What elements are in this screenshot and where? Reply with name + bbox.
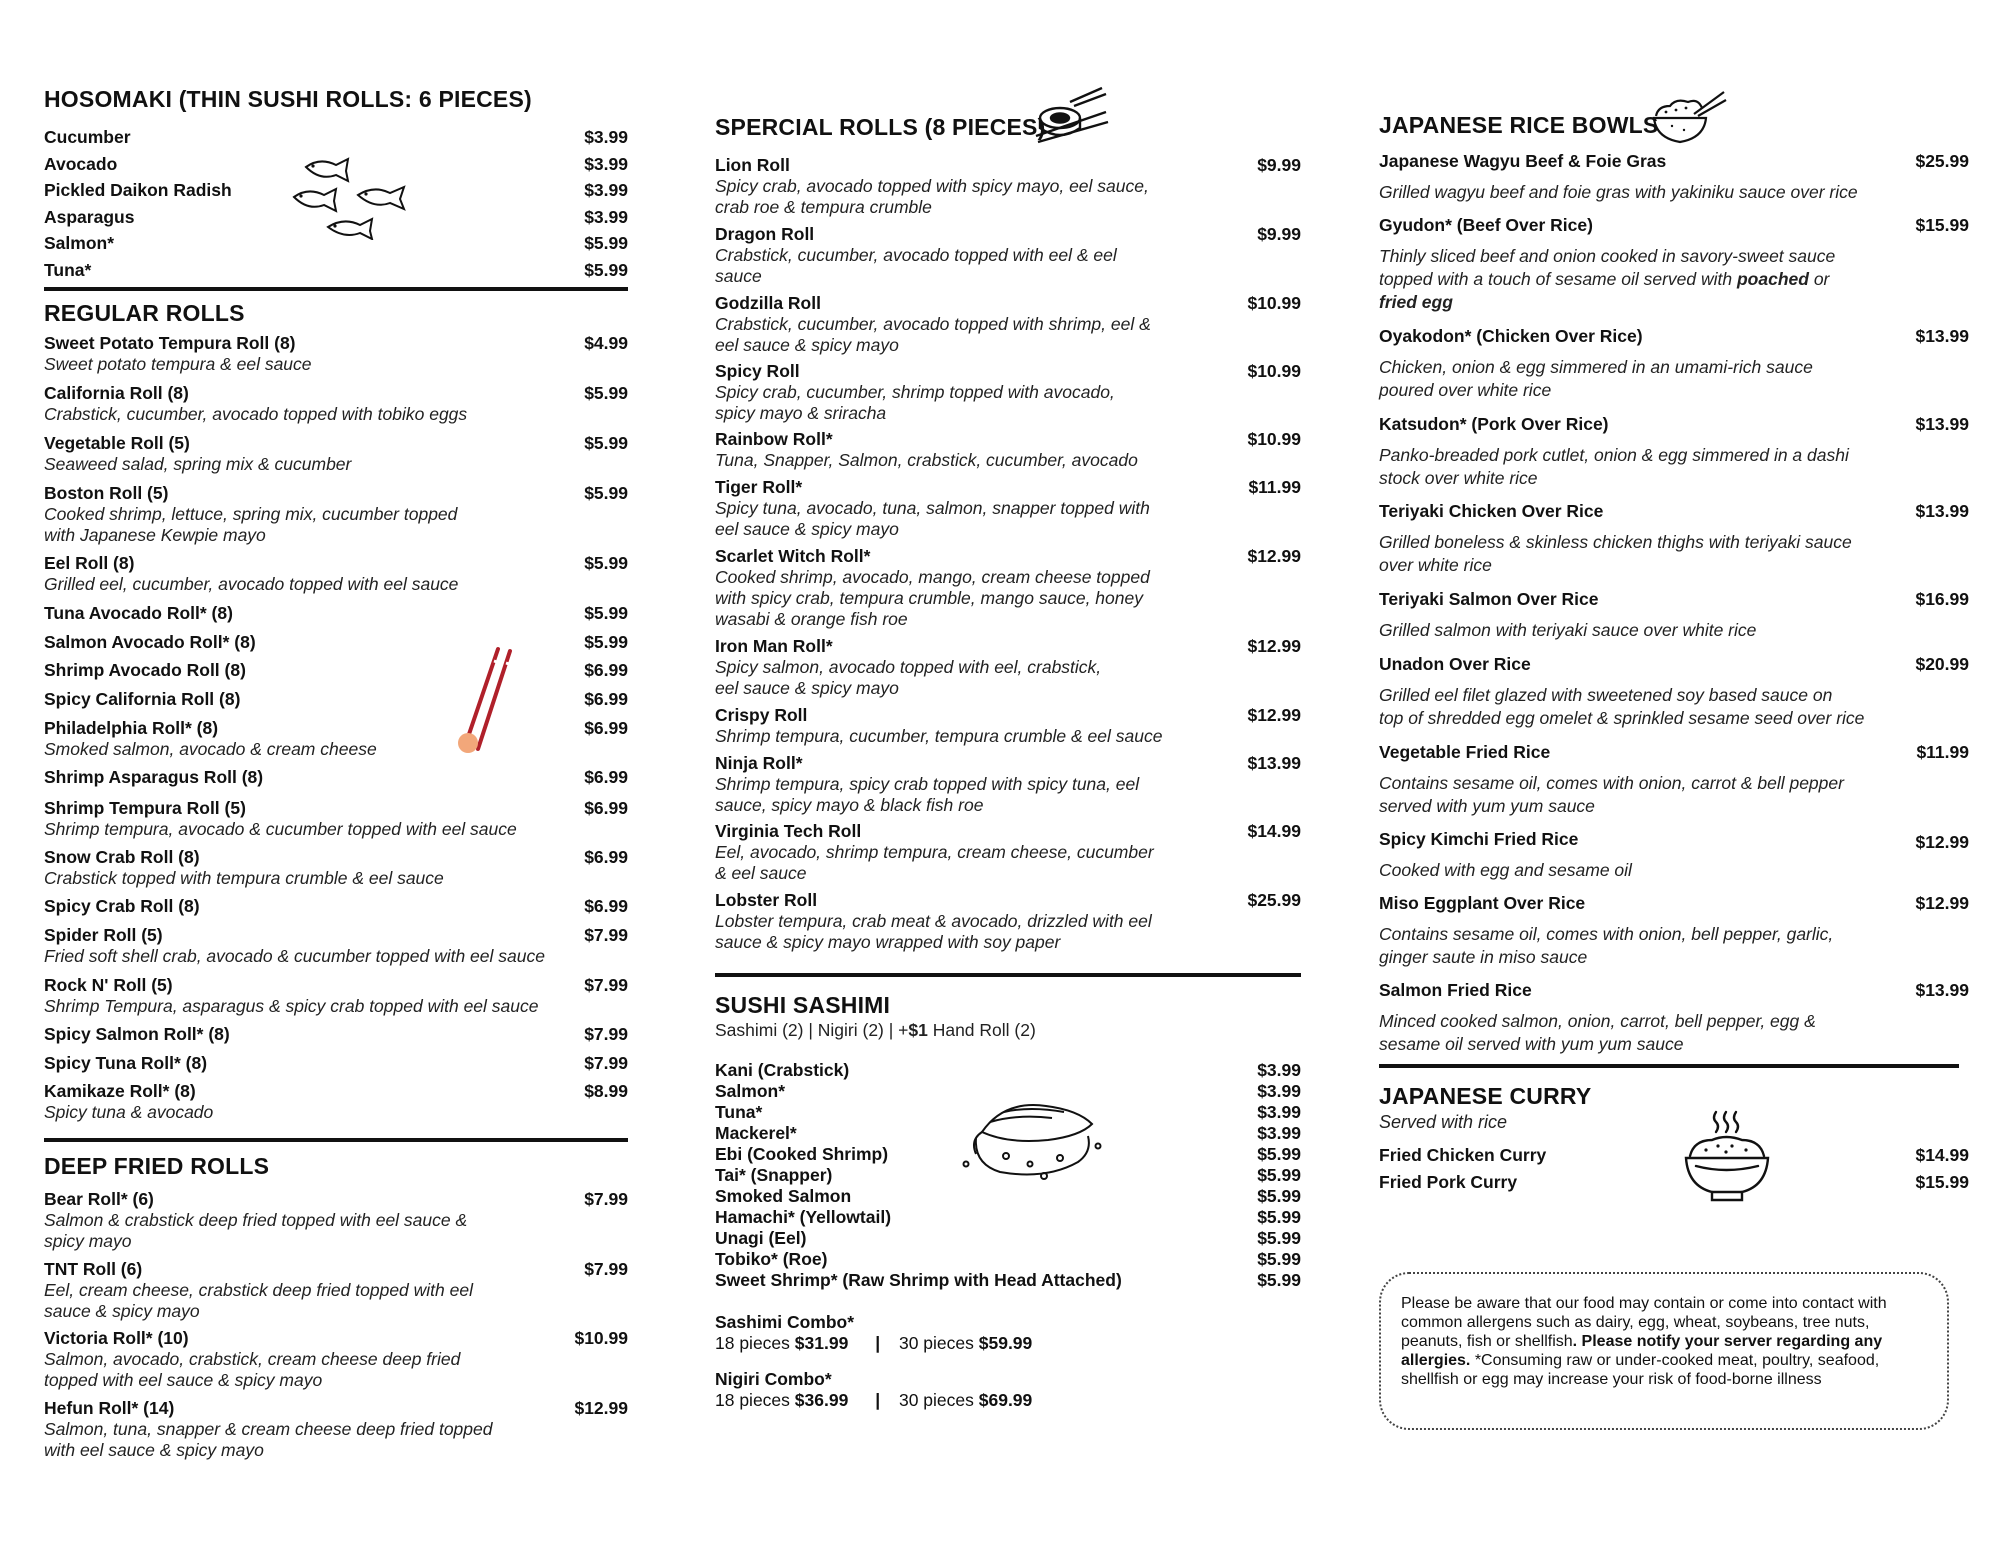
item-price: $7.99 bbox=[584, 1024, 628, 1044]
item-name: Ebi (Cooked Shrimp) bbox=[715, 1144, 889, 1164]
item-price: $10.99 bbox=[1247, 429, 1301, 449]
item-price: $6.99 bbox=[584, 718, 628, 738]
sashimi-item bbox=[715, 1186, 1301, 1207]
item-name: Kani (Crabstick) bbox=[715, 1060, 850, 1080]
item-price: $11.99 bbox=[1916, 742, 1969, 762]
item-description: sauce & spicy mayo wrapped with soy paper bbox=[715, 932, 1061, 952]
item-name: Spicy Salmon Roll* (8) bbox=[44, 1024, 230, 1044]
notice-text: *Consuming raw or under-cooked meat, poultry, seafood, shellfish or egg may increase your risk of food-borne illness bbox=[1401, 1352, 1880, 1388]
item-description bbox=[1379, 269, 1829, 290]
item-description: Grilled eel filet glazed with sweetened soy based sauce on bbox=[1379, 685, 1833, 705]
item-price: $13.99 bbox=[1915, 414, 1969, 434]
item-price: $5.99 bbox=[1257, 1249, 1301, 1269]
item-description: top of shredded egg omelet & sprinkled sesame seed over rice bbox=[1379, 708, 1865, 728]
item-name: Unadon Over Rice bbox=[1379, 654, 1531, 674]
item-name: Snow Crab Roll (8) bbox=[44, 847, 200, 867]
combo-price: $69.99 bbox=[978, 1390, 1033, 1410]
item-description: Cooked shrimp, avocado, mango, cream cheese topped bbox=[715, 567, 1150, 587]
item-description: wasabi & orange fish roe bbox=[715, 609, 908, 629]
item-price: $5.99 bbox=[584, 553, 628, 573]
special-rolls-heading: SPERCIAL ROLLS (8 PIECES) bbox=[715, 114, 1046, 140]
item-description: Spicy crab, cucumber, shrimp topped with avocado, bbox=[715, 382, 1115, 402]
combo-price: $31.99 bbox=[794, 1333, 849, 1353]
item-price: $5.99 bbox=[1257, 1165, 1301, 1185]
item-price: $5.99 bbox=[584, 233, 628, 253]
item-name: Rainbow Roll* bbox=[715, 429, 833, 449]
item-price: $14.99 bbox=[1247, 821, 1301, 841]
item-description: with spicy crab, tempura crumble, mango sauce, honey bbox=[715, 588, 1143, 608]
sashimi-item bbox=[715, 1060, 1301, 1081]
item-price: $14.99 bbox=[1915, 1145, 1969, 1165]
sashimi-subtitle bbox=[715, 1020, 1036, 1041]
item-description: Grilled boneless & skinless chicken thighs with teriyaki sauce bbox=[1379, 532, 1852, 552]
nigiri-icon bbox=[960, 1092, 1105, 1182]
item-name: Tiger Roll* bbox=[715, 477, 803, 497]
item-name: Katsudon* (Pork Over Rice) bbox=[1379, 414, 1609, 434]
item-description: Lobster tempura, crab meat & avocado, drizzled with eel bbox=[715, 911, 1152, 931]
item-name: Avocado bbox=[44, 154, 118, 174]
item-description: Shrimp tempura, cucumber, tempura crumble & eel sauce bbox=[715, 726, 1163, 746]
item-price: $10.99 bbox=[1247, 293, 1301, 313]
item-price: $25.99 bbox=[1915, 151, 1969, 171]
item-name: Japanese Wagyu Beef & Foie Gras bbox=[1379, 151, 1667, 171]
item-price: $12.99 bbox=[1247, 705, 1301, 725]
item-price: $12.99 bbox=[574, 1398, 628, 1418]
item-name: Lobster Roll bbox=[715, 890, 818, 910]
item-name: Sweet Potato Tempura Roll (8) bbox=[44, 333, 296, 353]
item-description: ginger saute in miso sauce bbox=[1379, 947, 1588, 967]
subtitle-part: Sashimi (2) | Nigiri (2) | + bbox=[715, 1020, 909, 1040]
item-price: $3.99 bbox=[584, 180, 628, 200]
item-name: TNT Roll (6) bbox=[44, 1259, 143, 1279]
item-description: sesame oil served with yum yum sauce bbox=[1379, 1034, 1684, 1054]
item-description: with Japanese Kewpie mayo bbox=[44, 525, 266, 545]
item-name: Gyudon* (Beef Over Rice) bbox=[1379, 215, 1593, 235]
item-description: eel sauce & spicy mayo bbox=[715, 335, 899, 355]
combo-count: 18 pieces bbox=[715, 1390, 795, 1410]
item-price: $16.99 bbox=[1915, 589, 1969, 609]
item-name: Lion Roll bbox=[715, 155, 790, 175]
item-description: over white rice bbox=[1379, 555, 1492, 575]
item-name: Tobiko* (Roe) bbox=[715, 1249, 828, 1269]
item-description: Cooked with egg and sesame oil bbox=[1379, 860, 1632, 880]
item-description: Contains sesame oil, comes with onion, bell pepper, garlic, bbox=[1379, 924, 1834, 944]
item-name: Shrimp Asparagus Roll (8) bbox=[44, 767, 264, 787]
section-divider bbox=[715, 973, 1301, 977]
allergen-notice bbox=[1379, 1272, 1949, 1430]
item-price: $15.99 bbox=[1915, 215, 1969, 235]
subtitle-part: Hand Roll (2) bbox=[927, 1020, 1036, 1040]
fish-icon bbox=[290, 155, 430, 240]
item-price: $6.99 bbox=[584, 767, 628, 787]
sashimi-item bbox=[715, 1249, 1301, 1270]
item-description: Crabstick, cucumber, avocado topped with tobiko eggs bbox=[44, 404, 468, 424]
section-divider bbox=[1379, 1064, 1959, 1068]
item-description: Spicy tuna, avocado, tuna, salmon, snapper topped with bbox=[715, 498, 1150, 518]
item-name: Smoked Salmon bbox=[715, 1186, 852, 1206]
item-description: Shrimp Tempura, asparagus & spicy crab topped with eel sauce bbox=[44, 996, 539, 1016]
item-name: Miso Eggplant Over Rice bbox=[1379, 893, 1586, 913]
item-name: Pickled Daikon Radish bbox=[44, 180, 232, 200]
item-description: Contains sesame oil, comes with onion, carrot & bell pepper bbox=[1379, 773, 1844, 793]
item-price: $5.99 bbox=[584, 383, 628, 403]
item-description: Shrimp tempura, spicy crab topped with spicy tuna, eel bbox=[715, 774, 1140, 794]
item-description: & eel sauce bbox=[715, 863, 807, 883]
item-description: Shrimp tempura, avocado & cucumber topped with eel sauce bbox=[44, 819, 517, 839]
item-price: $8.99 bbox=[584, 1081, 628, 1101]
hosomaki-heading: HOSOMAKI (THIN SUSHI ROLLS: 6 PIECES) bbox=[44, 86, 532, 112]
item-name: Scarlet Witch Roll* bbox=[715, 546, 871, 566]
item-price: $7.99 bbox=[584, 1189, 628, 1209]
item-price: $10.99 bbox=[1247, 361, 1301, 381]
item-name: Boston Roll (5) bbox=[44, 483, 169, 503]
item-price: $6.99 bbox=[584, 798, 628, 818]
item-name: Vegetable Fried Rice bbox=[1379, 742, 1551, 762]
item-name: Spicy Crab Roll (8) bbox=[44, 896, 200, 916]
japanese-curry-heading: JAPANESE CURRY bbox=[1379, 1083, 1592, 1109]
item-name: Spicy California Roll (8) bbox=[44, 689, 241, 709]
item-name: Cucumber bbox=[44, 127, 131, 147]
item-description: Salmon & crabstick deep fried topped with eel sauce & bbox=[44, 1210, 468, 1230]
item-description: poured over white rice bbox=[1379, 380, 1552, 400]
rice-bowl-icon bbox=[1650, 90, 1728, 146]
combo-price: $36.99 bbox=[794, 1390, 849, 1410]
item-price: $12.99 bbox=[1247, 636, 1301, 656]
item-description: Spicy salmon, avocado topped with eel, crabstick, bbox=[715, 657, 1102, 677]
item-name: Philadelphia Roll* (8) bbox=[44, 718, 219, 738]
steaming-bowl-icon bbox=[1682, 1108, 1772, 1204]
item-price: $3.99 bbox=[1257, 1123, 1301, 1143]
item-name: Spicy Roll bbox=[715, 361, 800, 381]
item-description: Thinly sliced beef and onion cooked in savory-sweet sauce bbox=[1379, 246, 1836, 266]
rice-bowls-heading: JAPANESE RICE BOWLS bbox=[1379, 112, 1659, 138]
item-description: Eel, cream cheese, crabstick deep fried topped with eel bbox=[44, 1280, 473, 1300]
section-divider bbox=[44, 1138, 628, 1142]
item-description: Grilled eel, cucumber, avocado topped with eel sauce bbox=[44, 574, 459, 594]
item-name: Asparagus bbox=[44, 207, 135, 227]
item-name: Fried Pork Curry bbox=[1379, 1172, 1518, 1192]
item-description: with eel sauce & spicy mayo bbox=[44, 1440, 264, 1460]
item-price: $13.99 bbox=[1915, 980, 1969, 1000]
sashimi-item bbox=[715, 1228, 1301, 1249]
item-price: $5.99 bbox=[584, 483, 628, 503]
item-description: sauce, spicy mayo & black fish roe bbox=[715, 795, 984, 815]
item-price: $25.99 bbox=[1247, 890, 1301, 910]
item-price: $13.99 bbox=[1247, 753, 1301, 773]
sashimi-item bbox=[715, 1270, 1301, 1291]
item-name: Sweet Shrimp* (Raw Shrimp with Head Attached) bbox=[715, 1270, 1122, 1290]
item-price: $5.99 bbox=[1257, 1207, 1301, 1227]
notice-text: Please be aware that our food may contain or come into contact with common allergens such as dairy, egg, wheat, soybeans, tree nuts, peanuts, fish or shellfish bbox=[1401, 1295, 1887, 1350]
item-description: Crabstick topped with tempura crumble & eel sauce bbox=[44, 868, 444, 888]
item-description: spicy mayo & sriracha bbox=[715, 403, 887, 423]
item-price: $6.99 bbox=[584, 689, 628, 709]
item-name: Shrimp Avocado Roll (8) bbox=[44, 660, 246, 680]
item-price: $15.99 bbox=[1915, 1172, 1969, 1192]
item-description: Grilled salmon with teriyaki sauce over white rice bbox=[1379, 620, 1757, 640]
desc-part: topped with a touch of sesame oil served with bbox=[1379, 269, 1737, 289]
item-price: $13.99 bbox=[1915, 501, 1969, 521]
item-price: $13.99 bbox=[1915, 326, 1969, 346]
item-price: $7.99 bbox=[584, 975, 628, 995]
section-divider bbox=[44, 287, 628, 291]
item-name: Oyakodon* (Chicken Over Rice) bbox=[1379, 326, 1643, 346]
item-price: $6.99 bbox=[584, 847, 628, 867]
item-name: Salmon Avocado Roll* (8) bbox=[44, 632, 256, 652]
item-price: $4.99 bbox=[584, 333, 628, 353]
item-price: $6.99 bbox=[584, 896, 628, 916]
item-price: $5.99 bbox=[584, 260, 628, 280]
item-description: Crabstick, cucumber, avocado topped with shrimp, eel & bbox=[715, 314, 1151, 334]
item-description: sauce bbox=[715, 266, 762, 286]
item-price: $3.99 bbox=[584, 154, 628, 174]
item-name: Godzilla Roll bbox=[715, 293, 821, 313]
item-price: $5.99 bbox=[1257, 1144, 1301, 1164]
item-description: topped with eel sauce & spicy mayo bbox=[44, 1370, 323, 1390]
combo-separator: | bbox=[875, 1333, 881, 1353]
item-name: Teriyaki Salmon Over Rice bbox=[1379, 589, 1599, 609]
item-description: Fried soft shell crab, avocado & cucumber topped with eel sauce bbox=[44, 946, 545, 966]
item-description: Spicy tuna & avocado bbox=[44, 1102, 214, 1122]
sashimi-combo-title: Sashimi Combo* bbox=[715, 1312, 855, 1332]
item-description: spicy mayo bbox=[44, 1231, 132, 1251]
item-price: $12.99 bbox=[1915, 832, 1969, 852]
item-description: Grilled wagyu beef and foie gras with yakiniku sauce over rice bbox=[1379, 182, 1858, 202]
item-price: $11.99 bbox=[1248, 477, 1301, 497]
item-name: Mackerel* bbox=[715, 1123, 797, 1143]
item-description: sauce & spicy mayo bbox=[44, 1301, 200, 1321]
item-name: Spicy Tuna Roll* (8) bbox=[44, 1053, 208, 1073]
item-price: $5.99 bbox=[1257, 1228, 1301, 1248]
item-description: Crabstick, cucumber, avocado topped with eel & eel bbox=[715, 245, 1117, 265]
item-price: $5.99 bbox=[584, 632, 628, 652]
curry-subtitle: Served with rice bbox=[1379, 1112, 1508, 1132]
desc-part: or bbox=[1808, 269, 1830, 289]
item-name: Tuna* bbox=[44, 260, 92, 280]
combo-count: 30 pieces bbox=[898, 1333, 979, 1353]
item-name: Bear Roll* (6) bbox=[44, 1189, 154, 1209]
item-name: Fried Chicken Curry bbox=[1379, 1145, 1547, 1165]
item-price: $20.99 bbox=[1915, 654, 1969, 674]
item-name: Victoria Roll* (10) bbox=[44, 1328, 189, 1348]
item-name: Teriyaki Chicken Over Rice bbox=[1379, 501, 1604, 521]
item-price: $10.99 bbox=[574, 1328, 628, 1348]
item-description: eel sauce & spicy mayo bbox=[715, 678, 899, 698]
item-description: Minced cooked salmon, onion, carrot, bell pepper, egg & bbox=[1379, 1011, 1816, 1031]
sashimi-item bbox=[715, 1207, 1301, 1228]
item-description: Eel, avocado, shrimp tempura, cream cheese, cucumber bbox=[715, 842, 1154, 862]
combo-count: 18 pieces bbox=[715, 1333, 795, 1353]
item-name: Tai* (Snapper) bbox=[715, 1165, 833, 1185]
sushi-icon bbox=[1030, 86, 1110, 144]
item-name: Tuna* bbox=[715, 1102, 763, 1122]
item-price: $12.99 bbox=[1915, 893, 1969, 913]
item-name: Vegetable Roll (5) bbox=[44, 433, 190, 453]
item-name: Kamikaze Roll* (8) bbox=[44, 1081, 196, 1101]
item-description: Panko-breaded pork cutlet, onion & egg simmered in a dashi bbox=[1379, 445, 1849, 465]
item-description: Cooked shrimp, lettuce, spring mix, cucumber topped bbox=[44, 504, 458, 524]
item-name: Spicy Kimchi Fried Rice bbox=[1379, 829, 1579, 849]
item-name: Rock N' Roll (5) bbox=[44, 975, 173, 995]
desc-emphasis: poached bbox=[1736, 269, 1809, 289]
combo-separator: | bbox=[875, 1390, 881, 1410]
item-name: Hamachi* (Yellowtail) bbox=[715, 1207, 892, 1227]
regular-rolls-heading: REGULAR ROLLS bbox=[44, 300, 245, 326]
item-name: Salmon* bbox=[44, 233, 115, 253]
item-price: $7.99 bbox=[584, 925, 628, 945]
deep-fried-heading: DEEP FRIED ROLLS bbox=[44, 1153, 270, 1179]
item-name: Spider Roll (5) bbox=[44, 925, 163, 945]
item-description: Tuna, Snapper, Salmon, crabstick, cucumber, avocado bbox=[715, 450, 1138, 470]
item-price: $12.99 bbox=[1247, 546, 1301, 566]
item-price: $3.99 bbox=[1257, 1060, 1301, 1080]
item-price: $9.99 bbox=[1257, 155, 1301, 175]
combo-count: 30 pieces bbox=[898, 1390, 979, 1410]
item-name: Iron Man Roll* bbox=[715, 636, 833, 656]
item-name: Virginia Tech Roll bbox=[715, 821, 862, 841]
item-price: $6.99 bbox=[584, 660, 628, 680]
item-description: Salmon, avocado, crabstick, cream cheese deep fried bbox=[44, 1349, 461, 1369]
sushi-sashimi-heading: SUSHI SASHIMI bbox=[715, 992, 891, 1018]
item-description: eel sauce & spicy mayo bbox=[715, 519, 899, 539]
item-price: $3.99 bbox=[584, 127, 628, 147]
item-name: California Roll (8) bbox=[44, 383, 189, 403]
item-name: Dragon Roll bbox=[715, 224, 815, 244]
item-description: served with yum yum sauce bbox=[1379, 796, 1595, 816]
item-name: Salmon Fried Rice bbox=[1379, 980, 1532, 1000]
item-price: $7.99 bbox=[584, 1259, 628, 1279]
combo-price: $59.99 bbox=[978, 1333, 1033, 1353]
item-price: $9.99 bbox=[1257, 224, 1301, 244]
item-price: $7.99 bbox=[584, 1053, 628, 1073]
item-price: $5.99 bbox=[1257, 1186, 1301, 1206]
item-description: Sweet potato tempura & eel sauce bbox=[44, 354, 312, 374]
item-description: fried egg bbox=[1379, 292, 1453, 312]
item-description: Salmon, tuna, snapper & cream cheese deep fried topped bbox=[44, 1419, 493, 1439]
item-price: $3.99 bbox=[1257, 1081, 1301, 1101]
item-name: Salmon* bbox=[715, 1081, 786, 1101]
chopsticks-icon bbox=[448, 645, 518, 760]
item-name: Ninja Roll* bbox=[715, 753, 803, 773]
subtitle-price: $1 bbox=[908, 1020, 928, 1040]
item-description: stock over white rice bbox=[1379, 468, 1538, 488]
item-description: Seaweed salad, spring mix & cucumber bbox=[44, 454, 352, 474]
item-description: Smoked salmon, avocado & cream cheese bbox=[44, 739, 377, 759]
item-description: Chicken, onion & egg simmered in an umami-rich sauce bbox=[1379, 357, 1813, 377]
item-name: Shrimp Tempura Roll (5) bbox=[44, 798, 246, 818]
item-price: $3.99 bbox=[1257, 1102, 1301, 1122]
nigiri-combo-prices bbox=[715, 1390, 1032, 1411]
item-name: Hefun Roll* (14) bbox=[44, 1398, 175, 1418]
item-description: Spicy crab, avocado topped with spicy mayo, eel sauce, bbox=[715, 176, 1149, 196]
notice-emphasis: . Please notify your server regarding any allergies. bbox=[1401, 1333, 1883, 1369]
item-description: crab roe & tempura crumble bbox=[715, 197, 932, 217]
nigiri-combo-title: Nigiri Combo* bbox=[715, 1369, 832, 1389]
item-name: Tuna Avocado Roll* (8) bbox=[44, 603, 233, 623]
item-name: Unagi (Eel) bbox=[715, 1228, 807, 1248]
item-name: Eel Roll (8) bbox=[44, 553, 135, 573]
item-price: $5.99 bbox=[584, 433, 628, 453]
item-name: Crispy Roll bbox=[715, 705, 808, 725]
item-price: $5.99 bbox=[1257, 1270, 1301, 1290]
sashimi-combo-prices bbox=[715, 1333, 1032, 1354]
item-price: $5.99 bbox=[584, 603, 628, 623]
item-price: $3.99 bbox=[584, 207, 628, 227]
